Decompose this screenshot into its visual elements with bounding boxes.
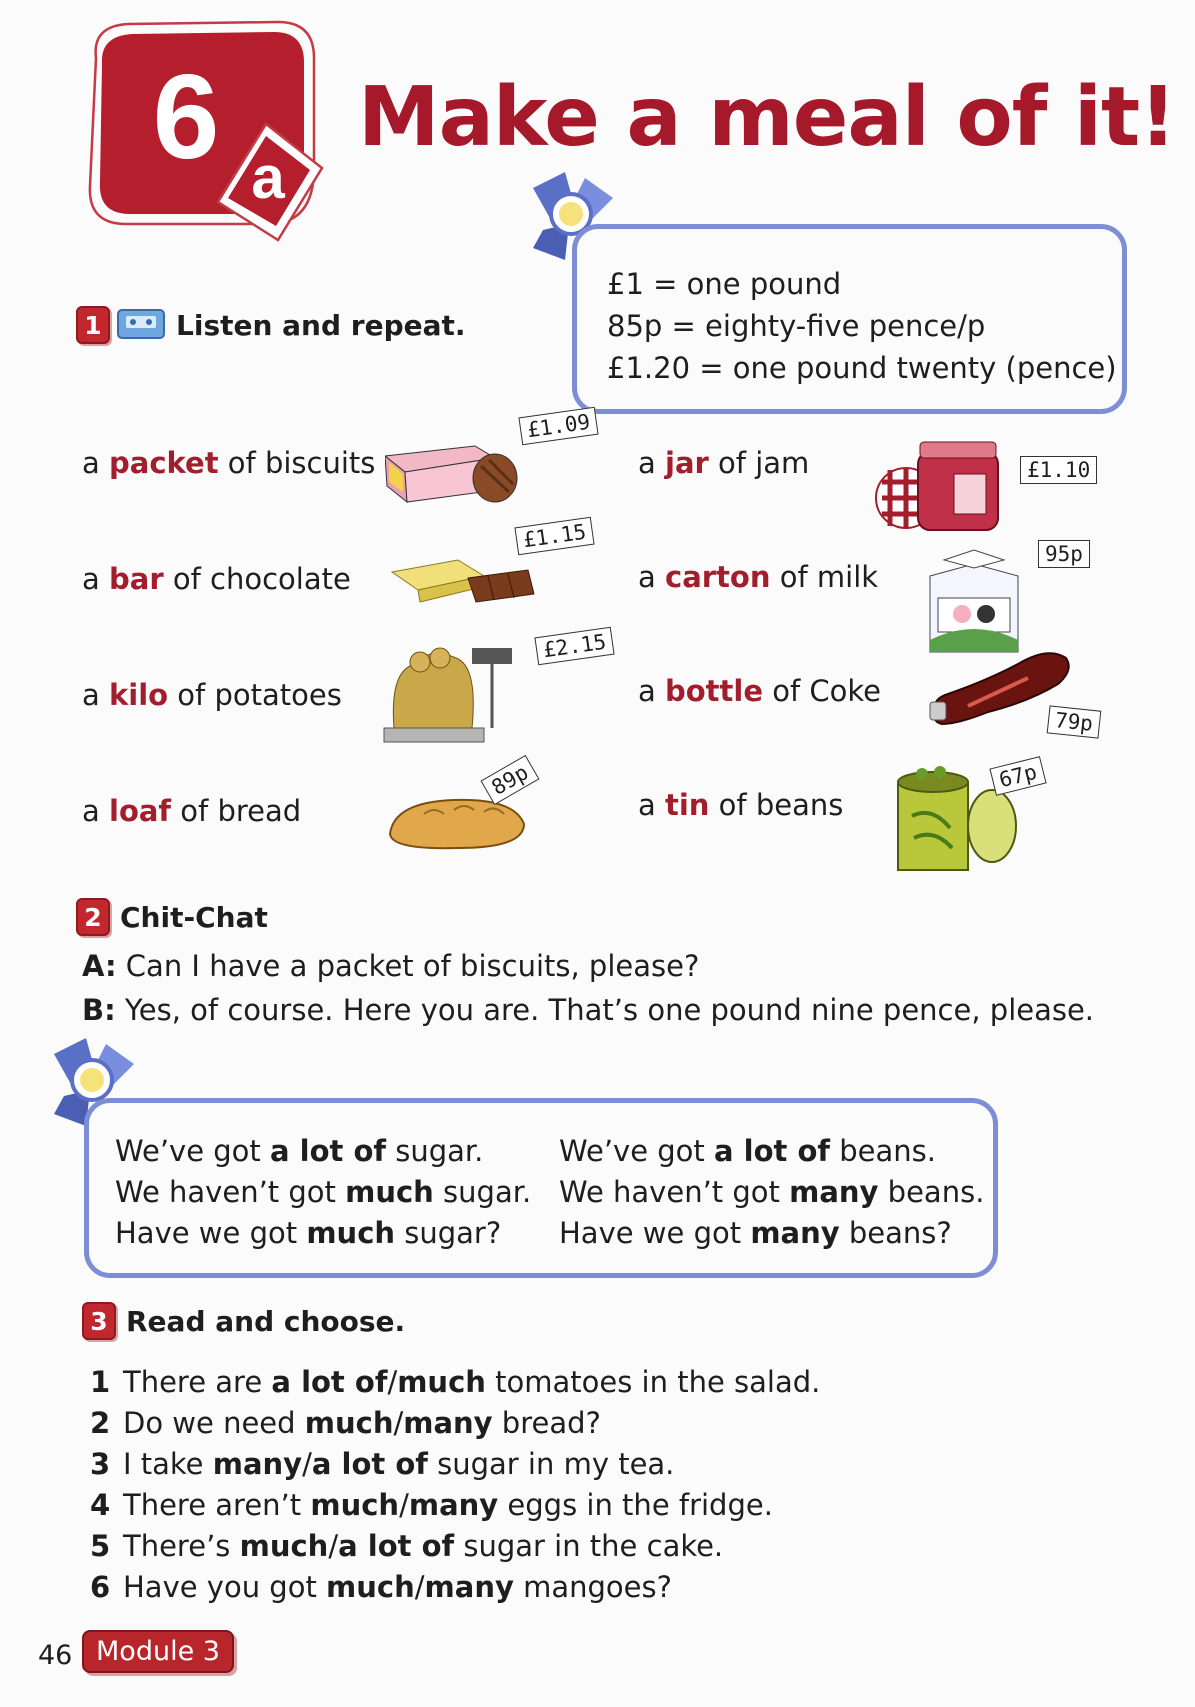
module-badge: Module 3 (82, 1630, 234, 1673)
exercise-title: Read and choose. (126, 1304, 406, 1338)
biscuits-packet-illustration (385, 436, 535, 506)
item-text: / (387, 1365, 398, 1399)
grammar-line: We haven’t got much sugar. (115, 1175, 532, 1209)
choice-option[interactable]: many (403, 1406, 493, 1440)
grammar-line: We’ve got a lot of beans. (559, 1134, 936, 1168)
exercise-3-header (82, 1302, 405, 1340)
exercise-1-header (76, 306, 466, 344)
list-item (90, 1485, 820, 1526)
price-tag: 79p (1047, 705, 1102, 738)
choice-option[interactable]: a lot of (338, 1529, 455, 1563)
price-tag: 89p (480, 755, 539, 805)
choice-option[interactable]: a lot of (311, 1447, 428, 1481)
money-info-box (572, 224, 1127, 414)
exercise-number: 2 (76, 898, 110, 936)
dialogue-line: B: Yes, of course. Here you are. That’s one pound nine pence, please. (82, 993, 1095, 1027)
choice-option[interactable]: a lot of (271, 1365, 388, 1399)
page-number: 46 (38, 1640, 73, 1671)
item-number: 6 (90, 1570, 111, 1604)
list-item (90, 1526, 820, 1567)
choice-option[interactable]: many (212, 1447, 303, 1481)
grammar-line: We’ve got a lot of sugar. (115, 1134, 484, 1168)
item-text: / (414, 1570, 425, 1604)
item-text: There are (123, 1365, 272, 1399)
grammar-line: Have we got much sugar? (115, 1216, 502, 1250)
price-tag: £1.10 (1020, 456, 1097, 484)
item-text: bread? (492, 1406, 601, 1440)
item-text: eggs in the fridge. (498, 1488, 773, 1522)
potatoes-scale-illustration (380, 636, 520, 746)
exercise-title: Chit-Chat (120, 900, 268, 934)
choice-option[interactable]: much (304, 1406, 394, 1440)
item-text: / (399, 1488, 409, 1522)
item-text: There’s (123, 1529, 240, 1563)
choice-option[interactable]: much (239, 1529, 329, 1563)
item-number: 5 (90, 1529, 111, 1563)
item-text: There aren’t (123, 1488, 311, 1522)
price-tag: £1.09 (518, 407, 598, 445)
exercise-number: 1 (76, 306, 110, 344)
price-tag: £2.15 (534, 627, 614, 665)
unit-letter: a (251, 144, 285, 211)
exercise-3-list (90, 1362, 820, 1608)
cassette-icon (116, 308, 166, 342)
item-number: 3 (90, 1447, 111, 1481)
item-number: 1 (90, 1365, 111, 1399)
list-item (90, 1567, 820, 1608)
price-tag: 67p (989, 756, 1046, 796)
unit-number: 6 (152, 50, 220, 184)
list-item (90, 1444, 820, 1485)
grammar-box (84, 1098, 998, 1278)
food-item: a carton of milk (638, 560, 879, 594)
money-line: £1 = one pound (607, 267, 842, 301)
item-text: sugar in the cake. (454, 1529, 724, 1563)
money-line: £1.20 = one pound twenty (pence) (607, 351, 1117, 385)
food-item: a bottle of Coke (638, 674, 882, 708)
item-number: 4 (90, 1488, 111, 1522)
money-line: 85p = eighty-five pence/p (607, 309, 986, 343)
choice-option[interactable]: much (310, 1488, 400, 1522)
exercise-2-header (76, 898, 268, 936)
food-item: a kilo of potatoes (82, 678, 342, 712)
chocolate-bar-illustration (388, 552, 538, 612)
exercise-title: Listen and repeat. (176, 308, 466, 342)
price-tag: £1.15 (514, 517, 594, 555)
item-number: 2 (90, 1406, 111, 1440)
price-tag: 95p (1038, 540, 1090, 568)
food-item: a tin of beans (638, 788, 844, 822)
food-item: a loaf of bread (82, 794, 302, 828)
food-item: a bar of chocolate (82, 562, 351, 596)
exercise-number: 3 (82, 1302, 116, 1340)
item-text: tomatoes in the salad. (485, 1365, 821, 1399)
unit-badge (78, 18, 368, 248)
grammar-line: Have we got many beans? (559, 1216, 952, 1250)
dialogue-line: A: Can I have a packet of biscuits, please? (82, 949, 700, 983)
grammar-line: We haven’t got many beans. (559, 1175, 985, 1209)
item-text: mangoes? (513, 1570, 672, 1604)
item-text: Do we need (123, 1406, 305, 1440)
item-text: / (328, 1529, 339, 1563)
item-text: sugar in my tea. (427, 1447, 675, 1481)
item-text: / (393, 1406, 404, 1440)
choice-option[interactable]: much (326, 1570, 415, 1604)
list-item (90, 1403, 820, 1444)
item-text: Have you got (123, 1570, 327, 1604)
jam-jar-illustration (868, 434, 1008, 534)
item-text: / (302, 1447, 312, 1481)
page-title: Make a meal of it! (358, 70, 1176, 165)
choice-option[interactable]: many (424, 1570, 514, 1604)
item-text: I take (123, 1447, 213, 1481)
food-item: a jar of jam (638, 446, 810, 480)
choice-option[interactable]: many (408, 1488, 499, 1522)
list-item (90, 1362, 820, 1403)
choice-option[interactable]: much (397, 1365, 486, 1399)
food-item: a packet of biscuits (82, 446, 376, 480)
